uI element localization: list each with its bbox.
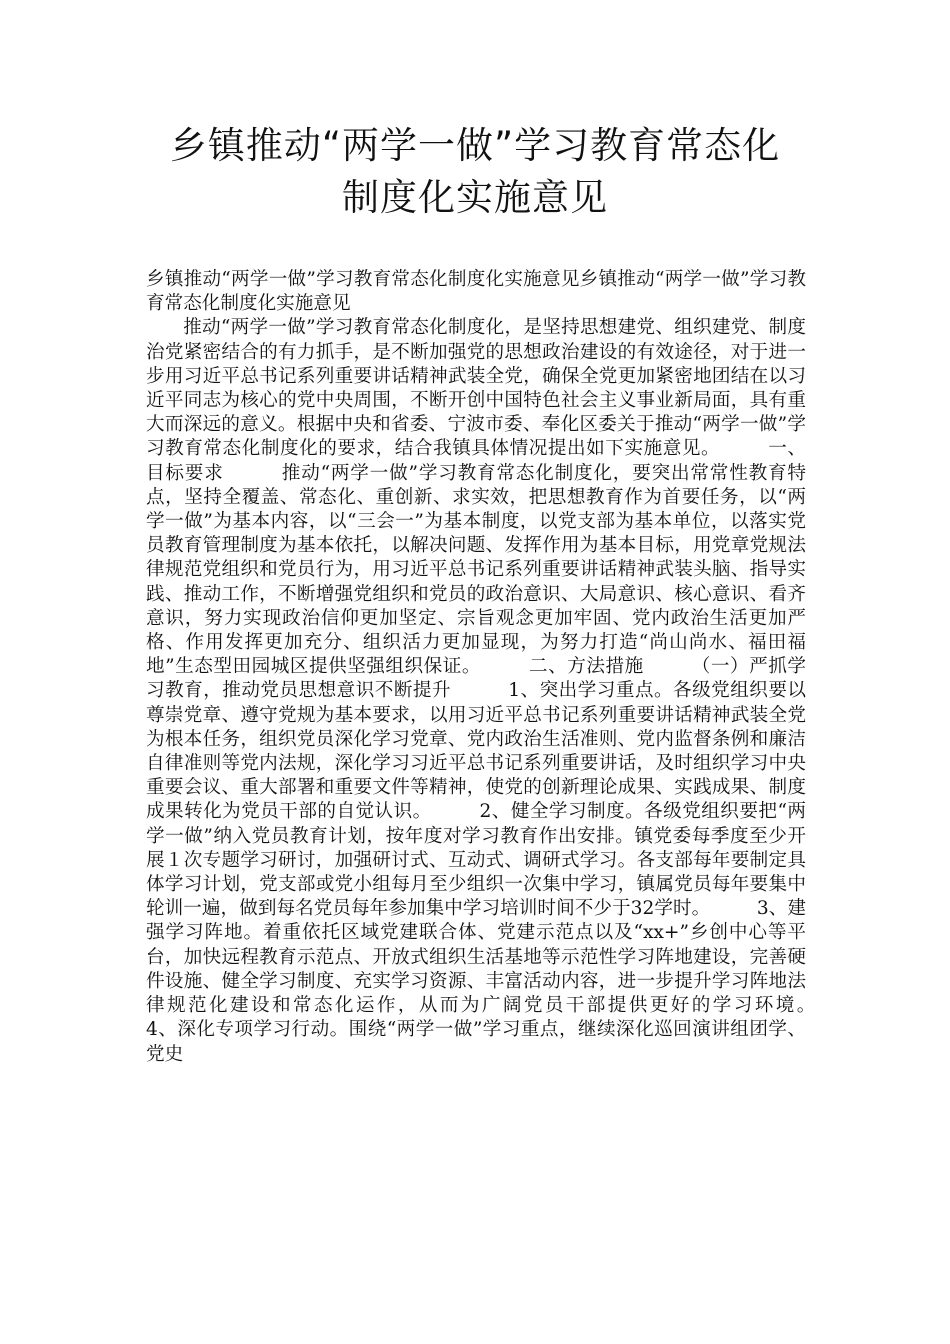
intro-paragraph: 乡镇推动“两学一做”学习教育常态化制度化实施意见乡镇推动“两学一做”学习教育常态化制度化实施意见 (146, 269, 806, 315)
title-line-1: 乡镇推动“两学一做”学习教育常态化 (169, 124, 781, 167)
document-body (146, 268, 862, 1067)
document-title (100, 120, 850, 224)
title-line-2: 制度化实施意见 (342, 176, 608, 219)
main-paragraph: 推动“两学一做”学习教育常态化制度化，是坚持思想建党、组织建党、制度治党紧密结合的有力抓手，是不断加强党的思想政治建设的有效途径，对于进一步用习近平总书记系列重要讲话精神武装全党，确保全党更加紧密地团结在以习近平同志为核心的党中央周围，不断开创中国特色社会主义事业新局面，具有重大而深远的意义。根据中央和省委、宁波市委、奉化区委关于推动“两学一做”学习教育常态化制度化的要求，结合我镇具体情况提出如下实施意见。 一、目标要求 推动“两学一做”学习教育常态化制度化，要突出常常性教育特点，坚持全覆盖、常态化、重创新、求实效，把思想教育作为首要任务，以“两学一做”为基本内容，以“三会一”为基本制度，以党支部为基本单位，以落实党员教育管理制度为基本依托，以解决问题、发挥作用为基本目标，用党章党规法律规范党组织和党员行为，用习近平总书记系列重要讲话精神武装头脑、指导实践、推动工作，不断增强党组织和党员的政治意识、大局意识、核心意识、看齐意识，努力实现政治信仰更加坚定、宗旨观念更加牢固、党内政治生活更加严格、作用发挥更加充分、组织活力更加显现，为努力打造“尚山尚水、福田福地”生态型田园城区提供坚强组织保证。 二、方法措施 （一）严抓学习教育，推动党员思想意识不断提升 1、突出学习重点。各级党组织要以尊崇党章、遵守党规为基本要求，以用习近平总书记系列重要讲话精神武装全党为根本任务，组织党员深化学习党章、党内政治生活准则、党内监督条例和廉洁自律准则等党内法规，深化学习习近平总书记系列重要讲话，及时组织学习中央重要会议、重大部署和重要文件等精神，使党的创新理论成果、实践成果、制度成果转化为党员干部的自觉认识。 2、健全学习制度。各级党组织要把“两学一做”纳入党员教育计划，按年度对学习教育作出安排。镇党委每季度至少开展１次专题学习研讨，加强研讨式、互动式、调研式学习。各支部每年要制定具体学习计划，党支部或党小组每月至少组织一次集中学习，镇属党员每年要集中轮训一遍，做到每名党员每年参加集中学习培训时间不少于32学时。 3、建强学习阵地。着重依托区域党建联合体、党建示范点以及“xx+”乡创中心等平台，加快远程教育示范点、开放式组织生活基地等示范性学习阵地建设，完善硬件设施、健全学习制度、充实学习资源、丰富活动内容，进一步提升学习阵地法律规范化建设和常态化运作，从而为广阔党员干部提供更好的学习环境。 4、深化专项学习行动。围绕“两学一做”学习重点，继续深化巡回演讲组团学、党史 (146, 317, 862, 1065)
